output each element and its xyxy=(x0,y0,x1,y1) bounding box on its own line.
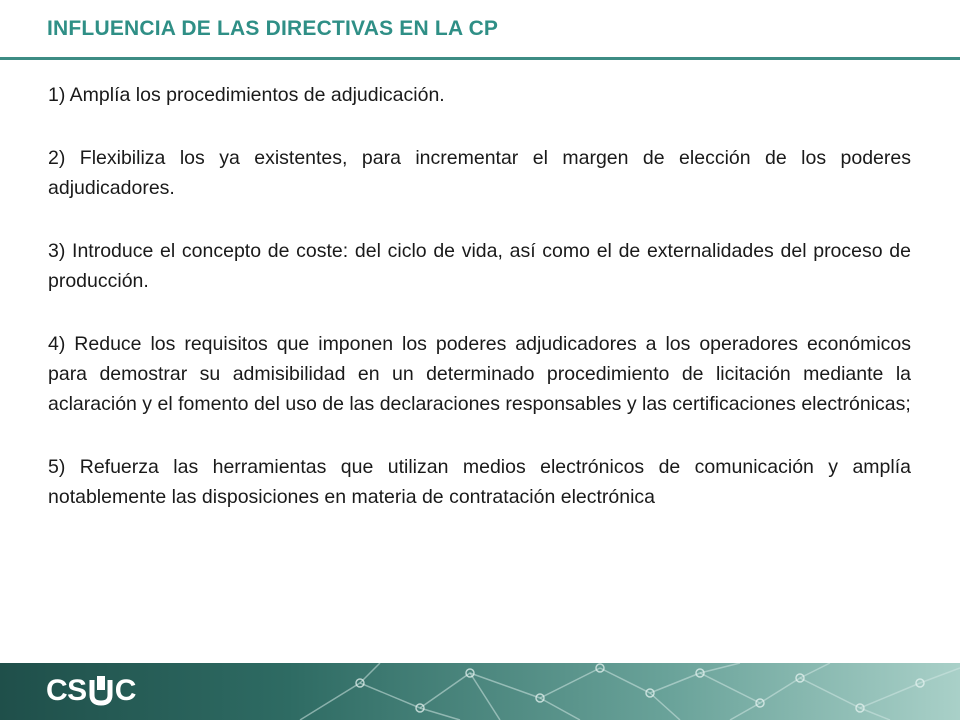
logo-u-mark-icon xyxy=(88,676,114,706)
network-pattern-icon xyxy=(0,663,960,720)
footer-banner xyxy=(0,663,960,720)
list-item-2: 2) Flexibiliza los ya existentes, para incrementar el margen de elección de los poderes adjudicadores. xyxy=(48,147,911,199)
title-divider xyxy=(0,57,960,60)
slide-body xyxy=(48,80,911,545)
csuc-logo xyxy=(46,674,136,708)
logo-text-left: CS xyxy=(46,674,87,707)
list-item-1: 1) Amplía los procedimientos de adjudicación. xyxy=(48,84,445,106)
list-item-4: 4) Reduce los requisitos que imponen los poderes adjudicadores a los operadores económicos para demostrar su admisibilidad en un determinado procedimiento de licitación mediante la aclaración y el fomento del uso de las declaraciones responsables y las certificaciones electrónicas; xyxy=(48,333,911,415)
list-item-5: 5) Refuerza las herramientas que utilizan medios electrónicos de comunicación y amplía notablemente las disposiciones en materia de contratación electrónica xyxy=(48,456,911,508)
list-item-3: 3) Introduce el concepto de coste: del ciclo de vida, así como el de externalidades del proceso de producción. xyxy=(48,240,911,292)
logo-text-right: C xyxy=(114,674,136,707)
slide-title: INFLUENCIA DE LAS DIRECTIVAS EN LA CP xyxy=(47,17,499,40)
